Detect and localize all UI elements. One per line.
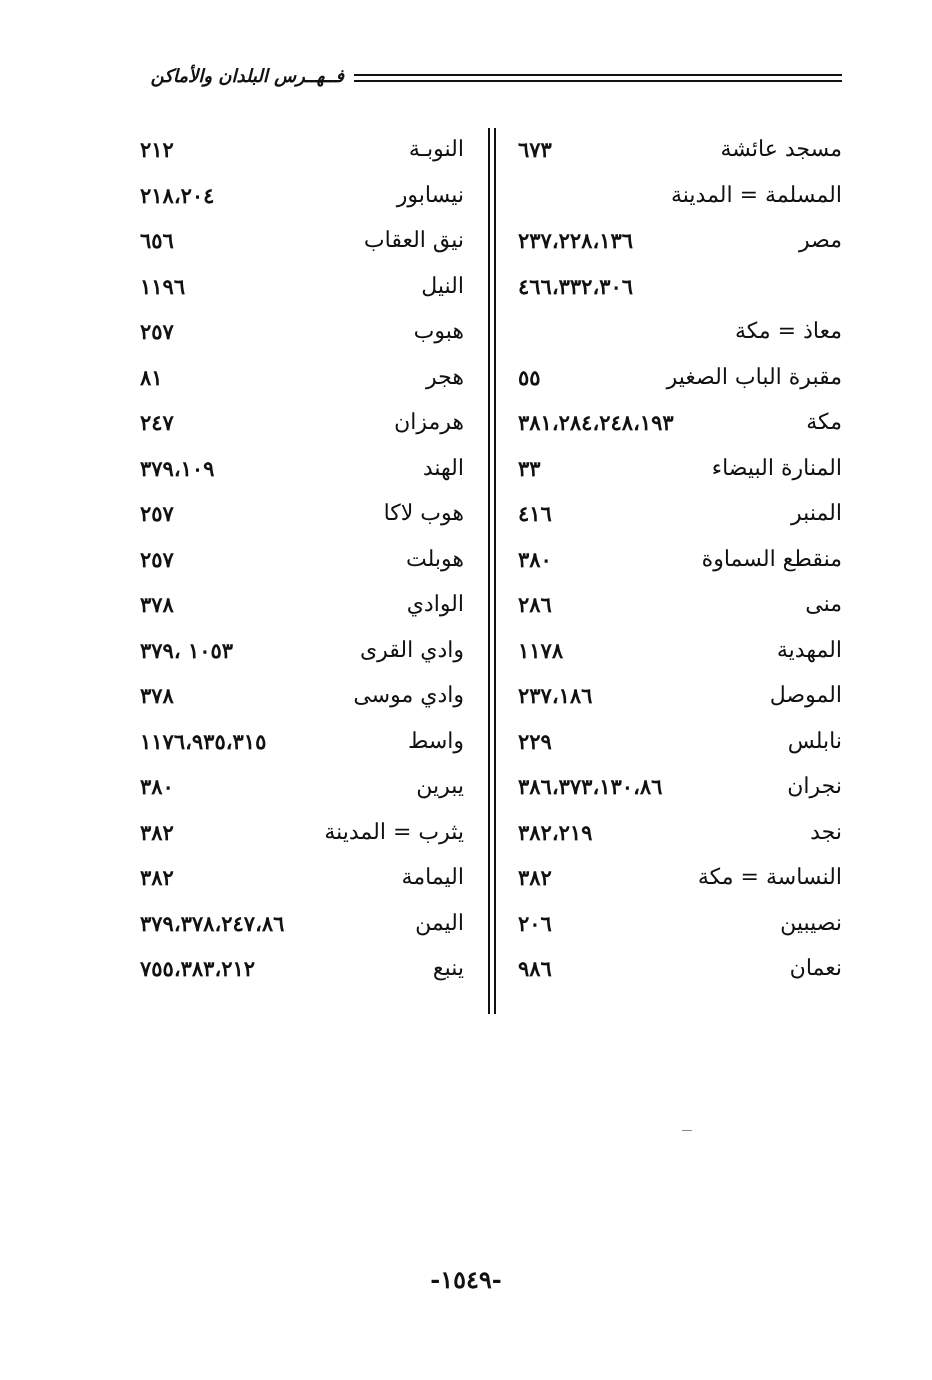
index-entry (134, 356, 464, 402)
index-entry (512, 219, 842, 265)
page-references: ٣٧٩،٣٧٨،٢٤٧،٨٦ (140, 910, 285, 936)
running-header-title: فــهــرس البلدان والأماكن (150, 66, 344, 87)
index-entry (512, 128, 842, 174)
page-references: ٣٨٢ (518, 865, 552, 890)
index-entry (134, 720, 464, 766)
place-name: الموصل (769, 683, 842, 708)
place-name: نجران (787, 774, 842, 799)
page-references: ٦٥٦ (140, 228, 174, 253)
place-name: اليمن (415, 910, 464, 936)
index-entry (512, 356, 842, 402)
index-entry (134, 674, 464, 720)
place-name: يثرب = المدينة (324, 819, 464, 845)
index-entry (134, 128, 464, 174)
index-entry (134, 902, 464, 948)
index-entry (134, 174, 464, 220)
index-entry (512, 674, 842, 720)
place-name: نيسابور (396, 182, 464, 208)
place-name: نابلس (787, 728, 842, 754)
index-entry (512, 629, 842, 675)
header-rule (354, 80, 842, 82)
place-name: ينبع (432, 956, 464, 981)
header-rule (354, 74, 842, 76)
place-name: وادي القرى (359, 637, 464, 663)
place-name: مقبرة الباب الصغير (666, 364, 842, 390)
index-entry (134, 401, 464, 447)
index-entry (512, 765, 842, 811)
place-name: نجد (810, 819, 842, 845)
place-name: نعمان (789, 956, 842, 981)
index-entry (512, 902, 842, 948)
page-references: ٣٨١،٢٨٤،٢٤٨،١٩٣ (518, 410, 674, 435)
place-name: المسلمة = المدينة (670, 182, 842, 208)
place-name: يبرين (416, 774, 464, 799)
index-entry (512, 947, 842, 993)
page-references: ١١٧٦،٩٣٥،٣١٥ (140, 728, 267, 754)
place-name: الهند (422, 455, 464, 481)
index-column-left (134, 128, 464, 998)
page-references: ٣٨٠ (140, 774, 174, 799)
index-entry (134, 219, 464, 265)
place-name: نيق العقاب (363, 228, 464, 253)
page-references: ٢٠٦ (518, 910, 552, 936)
index-entry (512, 265, 842, 311)
place-name: مكة (806, 410, 842, 435)
page-references: ١١٧٨ (518, 637, 564, 663)
page-references: ٢١٢ (140, 137, 174, 162)
index-entry (134, 765, 464, 811)
page-references: ٣٨٢ (140, 819, 174, 845)
place-name: مسجد عائشة (720, 137, 842, 162)
page-references: ٢٥٧ (140, 319, 174, 344)
index-entry (134, 310, 464, 356)
index-entry (512, 310, 842, 356)
index-entry (512, 538, 842, 584)
page-references: ٢٣٧،٢٢٨،١٣٦ (518, 228, 634, 253)
index-entry (134, 447, 464, 493)
page-references: ٩٨٦ (518, 956, 552, 981)
index-entry (512, 811, 842, 857)
page-references: ٢٣٧،١٨٦ (518, 683, 593, 708)
index-entry (134, 492, 464, 538)
page-references: ٦٧٣ (518, 137, 552, 162)
page-references: ٣٣ (518, 455, 541, 481)
place-name: وادي موسى (353, 683, 464, 708)
index-column-right (512, 128, 842, 998)
page-references: ٣٨٢،٢١٩ (518, 819, 593, 845)
place-name: المنبر (791, 501, 842, 526)
index-entry (512, 583, 842, 629)
index-entry (134, 538, 464, 584)
place-name: منقطع السماوة (701, 546, 842, 572)
index-entry (134, 856, 464, 902)
place-name: منى (805, 592, 842, 617)
page-references: ١٠٥٣ ،٣٧٩ (140, 637, 234, 663)
page-references: ٣٧٨ (140, 683, 174, 708)
page-references: ٢٥٧ (140, 501, 174, 526)
index-entry (512, 720, 842, 766)
place-name: النساسة = مكة (697, 865, 842, 890)
page-references: ٥٥ (518, 364, 541, 390)
page-references: ٤١٦ (518, 501, 552, 526)
place-name: النوبـة (408, 137, 464, 162)
place-name: نصيبين (780, 910, 842, 936)
page-references: ٣٨٢ (140, 865, 174, 890)
place-name: هرمزان (394, 410, 464, 435)
index-entry (512, 856, 842, 902)
page-references: ٣٨٦،٣٧٣،١٣٠،٨٦ (518, 774, 663, 799)
page-references: ٣٧٩،١٠٩ (140, 455, 215, 481)
index-entry (512, 447, 842, 493)
page-references: ٧٥٥،٣٨٣،٢١٢ (140, 956, 256, 981)
index-entry (134, 811, 464, 857)
page-references: ٢٨٦ (518, 592, 552, 617)
index-entry (512, 492, 842, 538)
page-references: ١١٩٦ (140, 273, 186, 299)
page-references: ٤٦٦،٣٣٢،٣٠٦ (518, 273, 634, 299)
place-name: هوبلت (406, 546, 464, 572)
place-name: هجر (426, 364, 464, 390)
place-name: هبوب (413, 319, 464, 344)
place-name: مصر (798, 228, 842, 253)
place-name: واسط (407, 728, 464, 754)
place-name: المنارة البيضاء (711, 455, 842, 481)
index-entry (134, 265, 464, 311)
column-divider (494, 128, 496, 1014)
place-name: المهدية (776, 637, 842, 663)
page-references: ٣٨٠ (518, 546, 552, 572)
place-name: اليمامة (401, 865, 464, 890)
place-name: معاذ = مكة (734, 319, 842, 344)
place-name: هوب لاكا (383, 501, 464, 526)
stray-mark (682, 1130, 692, 1131)
page-references: ٣٧٨ (140, 592, 174, 617)
index-entry (512, 174, 842, 220)
index-entry (134, 583, 464, 629)
place-name: الوادي (406, 592, 464, 617)
page-references: ٢٤٧ (140, 410, 174, 435)
page-references: ٢٥٧ (140, 546, 174, 572)
index-entry (134, 947, 464, 993)
column-divider (488, 128, 490, 1014)
index-entry (512, 401, 842, 447)
place-name: النيل (421, 273, 464, 299)
page-references: ٢١٨،٢٠٤ (140, 182, 215, 208)
page-number: -١٥٤٩- (430, 1265, 502, 1294)
page-references: ٢٢٩ (518, 728, 552, 754)
index-entry (134, 629, 464, 675)
page-references: ٨١ (140, 364, 163, 390)
